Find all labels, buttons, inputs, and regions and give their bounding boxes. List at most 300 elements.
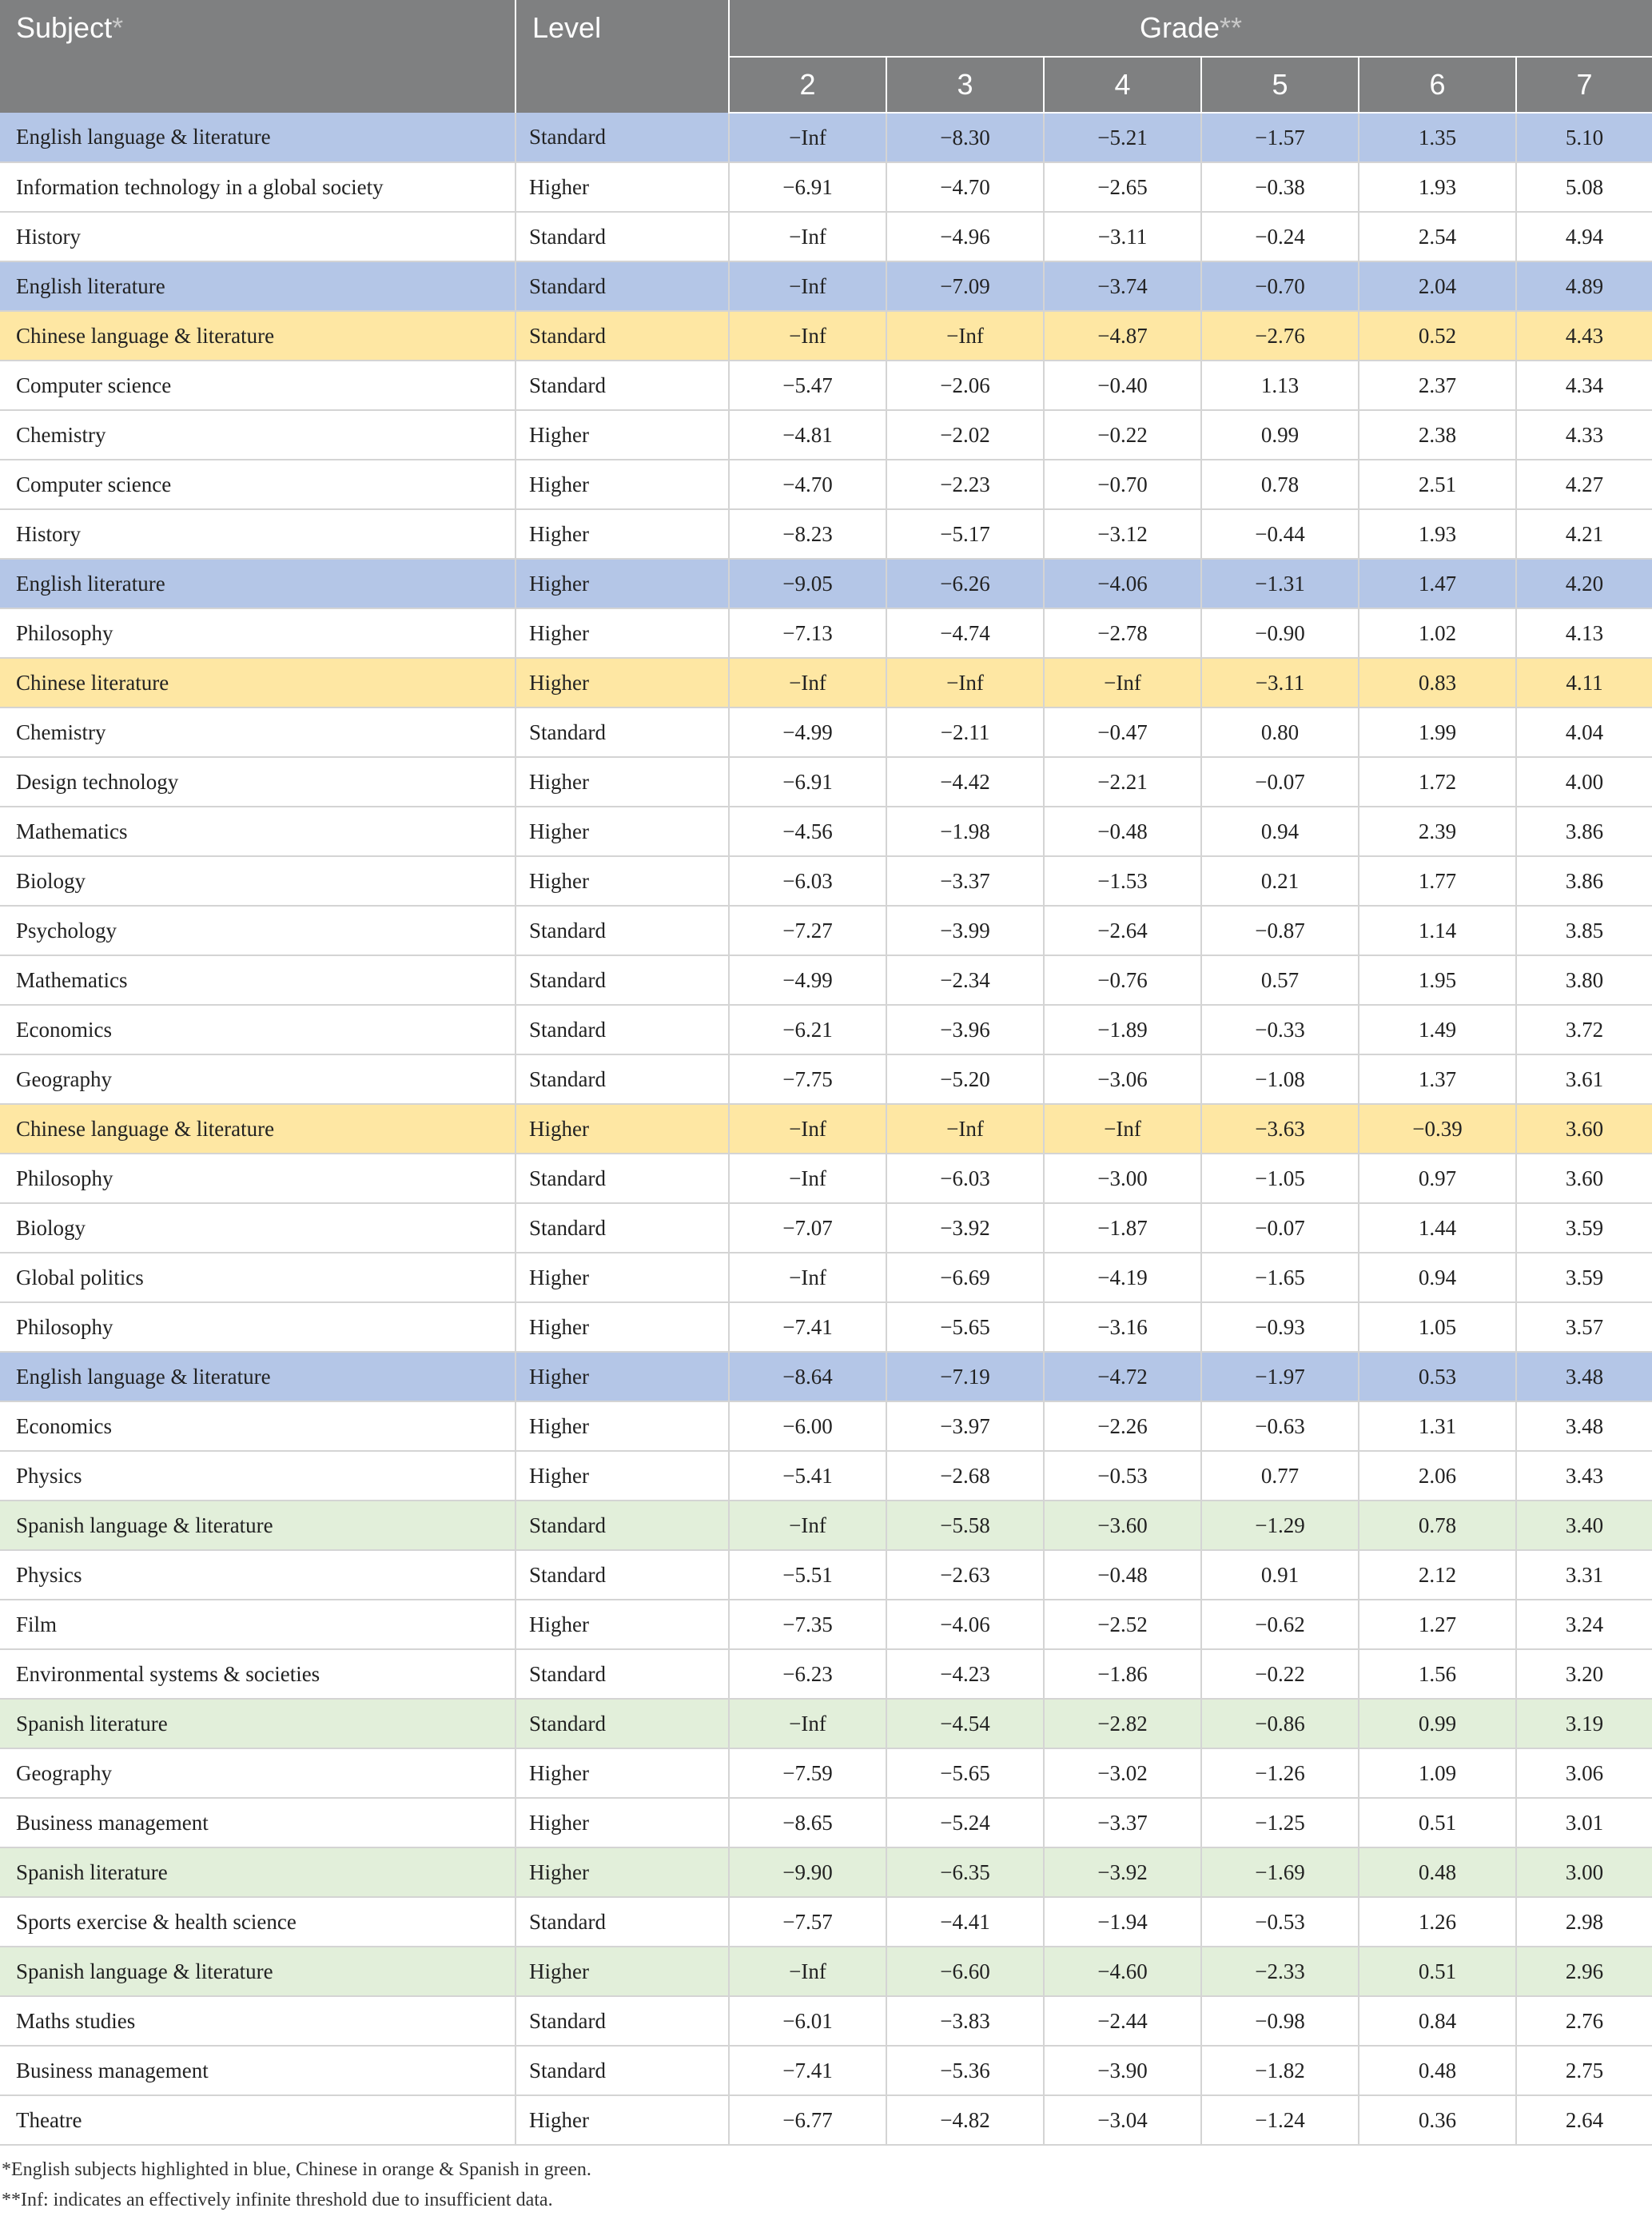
grade-5-value-cell: −1.29 [1201,1501,1359,1550]
grade-4-value-cell: −3.37 [1044,1798,1201,1847]
grade-2-value-cell: −4.81 [729,410,886,460]
table-row [0,509,1652,559]
subject-cell: Physics [0,1550,516,1600]
subject-cell: Geography [0,1748,516,1798]
grade-3-header: 3 [886,57,1044,113]
grade-5-value-cell: −1.26 [1201,1748,1359,1798]
grade-2-value-cell: −Inf [729,261,886,311]
grade-7-value-cell: 3.43 [1516,1451,1652,1501]
subject-cell: Chinese language & literature [0,311,516,361]
grade-6-value-cell: 1.77 [1359,856,1516,906]
grade-4-value-cell: −3.60 [1044,1501,1201,1550]
grade-5-value-cell: −1.57 [1201,113,1359,162]
grade-2-value-cell: −7.57 [729,1897,886,1947]
grade-7-value-cell: 4.27 [1516,460,1652,509]
grade-7-value-cell: 3.72 [1516,1005,1652,1054]
grade-7-value-cell: 3.60 [1516,1104,1652,1154]
grade-6-value-cell: 1.14 [1359,906,1516,955]
grade-5-value-cell: 0.77 [1201,1451,1359,1501]
grade-7-value-cell: 5.10 [1516,113,1652,162]
grade-4-value-cell: −3.16 [1044,1302,1201,1352]
grade-7-value-cell: 3.01 [1516,1798,1652,1847]
grade-5-value-cell: −0.24 [1201,212,1359,261]
grade-2-value-cell: −Inf [729,1154,886,1203]
table-row [0,361,1652,410]
grade-6-value-cell: 1.95 [1359,955,1516,1005]
grade-4-value-cell: −0.48 [1044,807,1201,856]
table-row [0,906,1652,955]
grade-3-value-cell: −2.11 [886,707,1044,757]
grade-6-value-cell: 1.35 [1359,113,1516,162]
grade-3-value-cell: −2.02 [886,410,1044,460]
grade-2-value-cell: −6.77 [729,2095,886,2145]
grade-4-value-cell: −1.86 [1044,1649,1201,1699]
grade-2-value-cell: −8.23 [729,509,886,559]
grade-5-value-cell: −1.82 [1201,2046,1359,2095]
level-cell: Higher [516,1600,729,1649]
grade-2-value-cell: −7.41 [729,2046,886,2095]
grade-3-value-cell: −6.26 [886,559,1044,608]
subject-cell: Film [0,1600,516,1649]
grade-4-value-cell: −4.19 [1044,1253,1201,1302]
grade-3-value-cell: −7.09 [886,261,1044,311]
level-column-header [516,0,729,113]
grade-4-value-cell: −2.78 [1044,608,1201,658]
level-cell: Higher [516,1401,729,1451]
level-cell: Higher [516,2095,729,2145]
grade-5-value-cell: −3.11 [1201,658,1359,707]
grade-6-value-cell: 2.54 [1359,212,1516,261]
subject-cell: Computer science [0,361,516,410]
grade-5-value-cell: −1.05 [1201,1154,1359,1203]
grade-4-value-cell: −2.21 [1044,757,1201,807]
subject-cell: Environmental systems & societies [0,1649,516,1699]
grade-3-value-cell: −7.19 [886,1352,1044,1401]
grade-5-value-cell: 0.21 [1201,856,1359,906]
grade-3-value-cell: −4.70 [886,162,1044,212]
grade-2-value-cell: −4.56 [729,807,886,856]
grade-2-value-cell: −5.51 [729,1550,886,1600]
grade-5-value-cell: −2.33 [1201,1947,1359,1996]
grade-4-value-cell: −3.04 [1044,2095,1201,2145]
grade-3-value-cell: −4.74 [886,608,1044,658]
grade-6-value-cell: 0.48 [1359,2046,1516,2095]
grade-7-value-cell: 3.57 [1516,1302,1652,1352]
grade-3-value-cell: −4.82 [886,2095,1044,2145]
level-cell: Higher [516,1847,729,1897]
grade-5-value-cell: 0.80 [1201,707,1359,757]
grade-2-value-cell: −4.70 [729,460,886,509]
grade-2-value-cell: −7.13 [729,608,886,658]
subject-cell: Mathematics [0,807,516,856]
grade-4-value-cell: −3.12 [1044,509,1201,559]
grade-6-value-cell: 1.44 [1359,1203,1516,1253]
grade-6-value-cell: 1.47 [1359,559,1516,608]
grade-4-value-cell: −4.60 [1044,1947,1201,1996]
grade-2-value-cell: −8.65 [729,1798,886,1847]
grade-6-value-cell: 1.56 [1359,1649,1516,1699]
subject-cell: History [0,212,516,261]
subject-cell: Business management [0,2046,516,2095]
level-cell: Higher [516,1253,729,1302]
table-row [0,212,1652,261]
grade-4-value-cell: −0.70 [1044,460,1201,509]
grade-7-value-cell: 3.60 [1516,1154,1652,1203]
grade-2-value-cell: −Inf [729,658,886,707]
table-row [0,1798,1652,1847]
grade-6-value-cell: 0.53 [1359,1352,1516,1401]
grade-2-value-cell: −4.99 [729,955,886,1005]
grade-3-value-cell: −6.03 [886,1154,1044,1203]
grade-2-value-cell: −9.05 [729,559,886,608]
grade-2-value-cell: −6.03 [729,856,886,906]
grade-6-value-cell: 1.31 [1359,1401,1516,1451]
table-row [0,1005,1652,1054]
table-row [0,807,1652,856]
level-cell: Higher [516,1798,729,1847]
grade-7-value-cell: 3.00 [1516,1847,1652,1897]
subject-cell: English language & literature [0,1352,516,1401]
subject-cell: Biology [0,1203,516,1253]
subject-cell: Biology [0,856,516,906]
grade-6-value-cell: 1.49 [1359,1005,1516,1054]
grade-3-value-cell: −Inf [886,1104,1044,1154]
grade-7-value-cell: 3.24 [1516,1600,1652,1649]
grade-3-value-cell: −5.36 [886,2046,1044,2095]
grade-6-value-cell: 1.93 [1359,509,1516,559]
grade-4-value-cell: −3.11 [1044,212,1201,261]
grade-3-value-cell: −3.83 [886,1996,1044,2046]
level-cell: Standard [516,361,729,410]
table-row [0,460,1652,509]
grade-7-value-cell: 3.80 [1516,955,1652,1005]
grade-6-header: 6 [1359,57,1516,113]
grade-2-value-cell: −6.00 [729,1401,886,1451]
grade-6-value-cell: 0.36 [1359,2095,1516,2145]
grade-3-value-cell: −5.17 [886,509,1044,559]
grade-7-value-cell: 4.34 [1516,361,1652,410]
table-row [0,162,1652,212]
grade-2-value-cell: −6.21 [729,1005,886,1054]
grade-2-value-cell: −6.91 [729,162,886,212]
grade-7-value-cell: 3.86 [1516,807,1652,856]
table-row [0,261,1652,311]
level-cell: Standard [516,1154,729,1203]
subject-cell: Philosophy [0,608,516,658]
table-row [0,1501,1652,1550]
grade-2-value-cell: −Inf [729,1104,886,1154]
grade-4-value-cell: −0.53 [1044,1451,1201,1501]
level-header-label: Level [532,11,602,44]
level-cell: Standard [516,113,729,162]
grade-footnote-mark: ** [1220,11,1243,44]
grade-4-value-cell: −2.44 [1044,1996,1201,2046]
grade-7-value-cell: 3.86 [1516,856,1652,906]
level-cell: Standard [516,1203,729,1253]
level-cell: Higher [516,807,729,856]
grade-6-value-cell: 0.84 [1359,1996,1516,2046]
grade-4-value-cell: −3.00 [1044,1154,1201,1203]
table-row [0,658,1652,707]
subject-cell: Spanish literature [0,1699,516,1748]
grade-5-value-cell: −0.53 [1201,1897,1359,1947]
grade-6-value-cell: 1.93 [1359,162,1516,212]
grade-5-value-cell: −1.25 [1201,1798,1359,1847]
level-cell: Standard [516,311,729,361]
grade-5-value-cell: −0.44 [1201,509,1359,559]
grade-4-header: 4 [1044,57,1201,113]
table-row [0,1302,1652,1352]
grade-6-value-cell: 0.48 [1359,1847,1516,1897]
grade-7-value-cell: 4.00 [1516,757,1652,807]
grade-5-value-cell: 0.57 [1201,955,1359,1005]
table-row [0,1054,1652,1104]
grade-2-header: 2 [729,57,886,113]
grade-2-value-cell: −7.75 [729,1054,886,1104]
grade-2-value-cell: −7.59 [729,1748,886,1798]
grade-2-value-cell: −7.41 [729,1302,886,1352]
grade-6-value-cell: 0.51 [1359,1798,1516,1847]
level-cell: Standard [516,1054,729,1104]
level-cell: Higher [516,460,729,509]
grade-3-value-cell: −5.58 [886,1501,1044,1550]
grade-3-value-cell: −4.06 [886,1600,1044,1649]
grade-4-value-cell: −3.74 [1044,261,1201,311]
grade-5-value-cell: −1.97 [1201,1352,1359,1401]
subject-cell: Psychology [0,906,516,955]
grade-4-value-cell: −4.06 [1044,559,1201,608]
table-row [0,1947,1652,1996]
grade-7-value-cell: 3.06 [1516,1748,1652,1798]
grade-2-value-cell: −Inf [729,1501,886,1550]
subject-cell: Business management [0,1798,516,1847]
subject-cell: Economics [0,1005,516,1054]
table-row [0,1154,1652,1203]
level-cell: Standard [516,1501,729,1550]
grade-6-value-cell: 2.12 [1359,1550,1516,1600]
grade-2-value-cell: −5.47 [729,361,886,410]
grade-5-value-cell: −1.08 [1201,1054,1359,1104]
grade-5-value-cell: −0.90 [1201,608,1359,658]
grade-4-value-cell: −3.90 [1044,2046,1201,2095]
grade-5-value-cell: −1.24 [1201,2095,1359,2145]
grade-6-value-cell: 1.09 [1359,1748,1516,1798]
subject-cell: Spanish language & literature [0,1501,516,1550]
grade-3-value-cell: −Inf [886,658,1044,707]
table-row [0,311,1652,361]
table-row [0,757,1652,807]
grade-3-value-cell: −4.42 [886,757,1044,807]
grade-3-value-cell: −6.69 [886,1253,1044,1302]
grade-5-value-cell: 0.91 [1201,1550,1359,1600]
level-cell: Standard [516,212,729,261]
grade-3-value-cell: −2.06 [886,361,1044,410]
level-cell: Higher [516,757,729,807]
grade-header-label: Grade [1139,11,1220,44]
grade-5-value-cell: −0.38 [1201,162,1359,212]
grade-4-value-cell: −3.02 [1044,1748,1201,1798]
level-cell: Standard [516,1649,729,1699]
grade-3-value-cell: −4.23 [886,1649,1044,1699]
grade-5-value-cell: −3.63 [1201,1104,1359,1154]
level-cell: Standard [516,955,729,1005]
grade-2-value-cell: −8.64 [729,1352,886,1401]
grade-5-value-cell: 0.94 [1201,807,1359,856]
level-cell: Standard [516,1699,729,1748]
grade-3-value-cell: −4.96 [886,212,1044,261]
table-row [0,1748,1652,1798]
grade-5-value-cell: −0.07 [1201,757,1359,807]
grade-4-value-cell: −0.47 [1044,707,1201,757]
grade-6-value-cell: 1.02 [1359,608,1516,658]
grade-7-value-cell: 3.48 [1516,1401,1652,1451]
grade-5-value-cell: −0.70 [1201,261,1359,311]
grade-7-value-cell: 2.98 [1516,1897,1652,1947]
grade-3-value-cell: −3.92 [886,1203,1044,1253]
level-cell: Standard [516,1550,729,1600]
grade-5-value-cell: −2.76 [1201,311,1359,361]
grade-7-value-cell: 3.19 [1516,1699,1652,1748]
grade-6-value-cell: 2.38 [1359,410,1516,460]
level-cell: Standard [516,906,729,955]
grade-4-value-cell: −2.52 [1044,1600,1201,1649]
grade-7-value-cell: 4.89 [1516,261,1652,311]
grade-7-value-cell: 5.08 [1516,162,1652,212]
table-row [0,2046,1652,2095]
grade-2-value-cell: −Inf [729,1253,886,1302]
level-cell: Standard [516,1996,729,2046]
grade-7-value-cell: 4.11 [1516,658,1652,707]
grade-7-value-cell: 4.04 [1516,707,1652,757]
table-row [0,1104,1652,1154]
table-row [0,1847,1652,1897]
grade-5-header: 5 [1201,57,1359,113]
grade-4-value-cell: −1.89 [1044,1005,1201,1054]
grade-5-value-cell: −0.98 [1201,1996,1359,2046]
grade-3-value-cell: −5.20 [886,1054,1044,1104]
grade-4-value-cell: −Inf [1044,658,1201,707]
grade-7-value-cell: 2.64 [1516,2095,1652,2145]
grade-6-value-cell: 2.04 [1359,261,1516,311]
subject-cell: Mathematics [0,955,516,1005]
grade-7-value-cell: 4.20 [1516,559,1652,608]
grade-6-value-cell: 1.27 [1359,1600,1516,1649]
subject-footnote-mark: * [112,11,124,44]
subject-cell: Chinese language & literature [0,1104,516,1154]
grade-4-value-cell: −3.92 [1044,1847,1201,1897]
table-row [0,1600,1652,1649]
level-cell: Standard [516,1005,729,1054]
subject-cell: Spanish language & literature [0,1947,516,1996]
grade-3-value-cell: −1.98 [886,807,1044,856]
subject-column-header [0,0,516,113]
grade-3-value-cell: −6.35 [886,1847,1044,1897]
grade-7-header: 7 [1516,57,1652,113]
level-cell: Higher [516,1947,729,1996]
level-cell: Higher [516,658,729,707]
level-cell: Higher [516,509,729,559]
grade-4-value-cell: −1.87 [1044,1203,1201,1253]
level-cell: Higher [516,856,729,906]
grade-4-value-cell: −2.26 [1044,1401,1201,1451]
grade-2-value-cell: −7.27 [729,906,886,955]
level-cell: Higher [516,608,729,658]
grade-4-value-cell: −2.64 [1044,906,1201,955]
grade-5-value-cell: 1.13 [1201,361,1359,410]
grade-6-value-cell: 0.83 [1359,658,1516,707]
grade-6-value-cell: 0.51 [1359,1947,1516,1996]
subject-cell: Geography [0,1054,516,1104]
subject-cell: Theatre [0,2095,516,2145]
grade-2-value-cell: −7.35 [729,1600,886,1649]
grade-2-value-cell: −6.91 [729,757,886,807]
grade-4-value-cell: −4.72 [1044,1352,1201,1401]
grade-4-value-cell: −Inf [1044,1104,1201,1154]
grade-6-value-cell: 1.37 [1359,1054,1516,1104]
table-row [0,1699,1652,1748]
table-row [0,410,1652,460]
level-cell: Standard [516,1897,729,1947]
table-row [0,1649,1652,1699]
table-row [0,955,1652,1005]
subject-cell: Maths studies [0,1996,516,2046]
grade-5-value-cell: −1.65 [1201,1253,1359,1302]
subject-cell: Computer science [0,460,516,509]
grade-3-value-cell: −Inf [886,311,1044,361]
grade-4-value-cell: −1.94 [1044,1897,1201,1947]
grade-5-value-cell: 0.78 [1201,460,1359,509]
grade-7-value-cell: 4.94 [1516,212,1652,261]
table-row [0,707,1652,757]
grade-5-value-cell: −1.69 [1201,1847,1359,1897]
subject-cell: Chinese literature [0,658,516,707]
subject-cell: Philosophy [0,1302,516,1352]
grade-3-value-cell: −3.96 [886,1005,1044,1054]
grade-7-value-cell: 4.33 [1516,410,1652,460]
grade-6-value-cell: 1.72 [1359,757,1516,807]
grade-6-value-cell: 2.37 [1359,361,1516,410]
grade-7-value-cell: 3.40 [1516,1501,1652,1550]
table-row [0,1352,1652,1401]
grade-7-value-cell: 2.75 [1516,2046,1652,2095]
subject-cell: History [0,509,516,559]
level-cell: Higher [516,1451,729,1501]
subject-cell: Chemistry [0,707,516,757]
grade-5-value-cell: −0.22 [1201,1649,1359,1699]
subject-header-label: Subject [16,11,113,44]
grade-2-value-cell: −6.23 [729,1649,886,1699]
grade-5-value-cell: −0.33 [1201,1005,1359,1054]
grade-7-value-cell: 4.13 [1516,608,1652,658]
table-row [0,1550,1652,1600]
level-cell: Standard [516,261,729,311]
grade-7-value-cell: 3.31 [1516,1550,1652,1600]
subject-cell: Spanish literature [0,1847,516,1897]
level-cell: Higher [516,559,729,608]
level-cell: Higher [516,1352,729,1401]
level-cell: Higher [516,1104,729,1154]
grade-2-value-cell: −7.07 [729,1203,886,1253]
grade-3-value-cell: −2.23 [886,460,1044,509]
grade-6-value-cell: 0.52 [1359,311,1516,361]
grade-group-header [729,0,1652,57]
subject-cell: Design technology [0,757,516,807]
grade-6-value-cell: −0.39 [1359,1104,1516,1154]
table-row [0,1897,1652,1947]
grade-3-value-cell: −2.63 [886,1550,1044,1600]
grade-6-value-cell: 0.99 [1359,1699,1516,1748]
grade-6-value-cell: 1.26 [1359,1897,1516,1947]
